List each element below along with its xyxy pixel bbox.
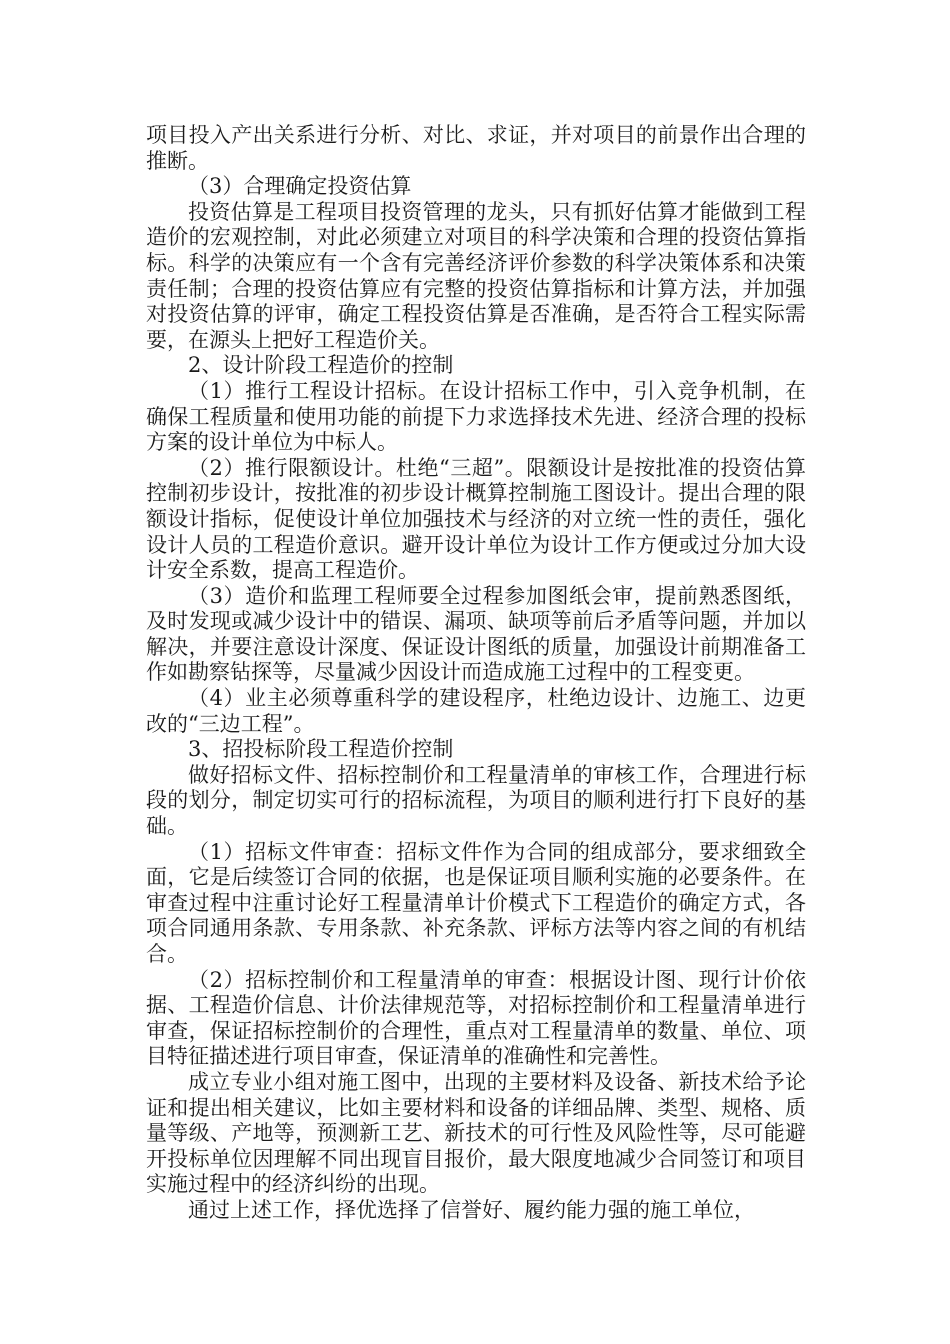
heading-bidding-stage: 3、招投标阶段工程造价控制 [188,737,454,762]
paragraph-control-price-review: （2）招标控制价和工程量清单的审查：根据设计图、现行计价依据、工程造价信息、计价法律规范等，对招标控制价和工程量清单进行审查，保证招标控制价的合理性，重点对工程量清单的数量、单位、项目特征描述进行项目审查，保证清单的准确性和完善性。 [146,967,806,1069]
paragraph-expert-group: 成立专业小组对施工图中，出现的主要材料及设备、新技术给予论证和提出相关建议，比如主要材料和设备的详细品牌、类型、规格、质量等级、产地等，预测新工艺、新技术的可行性及风险性等，尽可能避开投标单位因理解不同出现盲目报价，最大限度地减少合同签订和项目实施过程中的经济纠纷的出现。 [146,1069,806,1197]
paragraph-continuation: 项目投入产出关系进行分析、对比、求证，并对项目的前景作出合理的推断。 [146,123,806,173]
paragraph-construction-procedure: （4）业主必须尊重科学的建设程序，杜绝边设计、边施工、边更改的“三边工程”。 [146,686,806,736]
paragraph-tender-review: （1）招标文件审查：招标文件作为合同的组成部分，要求细致全面，它是后续签订合同的依据，也是保证项目顺利实施的必要条件。在审查过程中注重讨论好工程量清单计价模式下工程造价的确定方式，各项合同通用条款、专用条款、补充条款、评标方法等内容之间的有机结合。 [146,839,806,966]
paragraph-quota-design: （2）推行限额设计。杜绝“三超”。限额设计是按批准的投资估算控制初步设计，按批准的初步设计概算控制施工图设计。提出合理的限额设计指标，促使设计单位加强技术与经济的对立统一性的责任，强化设计人员的工程造价意识。避开设计单位为设计工作方便或过分加大设计安全系数，提高工程造价。 [146,455,806,583]
heading-design-stage: 2、设计阶段工程造价的控制 [188,353,454,378]
subheading-investment-estimate: （3）合理确定投资估算 [188,174,412,199]
paragraph-design-bidding: （1）推行工程设计招标。在设计招标工作中，引入竞争机制，在确保工程质量和使用功能的前提下力求选择技术先进、经济合理的投标方案的设计单位为中标人。 [146,378,806,455]
document-body [146,123,806,1224]
paragraph-drawing-review: （3）造价和监理工程师要全过程参加图纸会审，提前熟悉图纸，及时发现或减少设计中的错误、漏项、缺项等前后矛盾等问题，并加以解决，并要注意设计深度、保证设计图纸的质量，加强设计前期准备工作如勘察钻探等，尽量减少因设计而造成施工过程中的工程变更。 [146,583,806,685]
paragraph-conclusion: 通过上述工作，择优选择了信誉好、履约能力强的施工单位， [188,1197,755,1222]
paragraph-investment-estimate: 投资估算是工程项目投资管理的龙头，只有抓好估算才能做到工程造价的宏观控制，对此必须建立对项目的科学决策和合理的投资估算指标。科学的决策应有一个含有完善经济评价参数的科学决策体系和决策责任制；合理的投资估算应有完整的投资估算指标和计算方法，并加强对投资估算的评审，确定工程投资估算是否准确，是否符合工程实际需要，在源头上把好工程造价关。 [146,199,806,352]
paragraph-bidding-documents: 做好招标文件、招标控制价和工程量清单的审核工作，合理进行标段的划分，制定切实可行的招标流程，为项目的顺利进行打下良好的基础。 [146,762,806,839]
